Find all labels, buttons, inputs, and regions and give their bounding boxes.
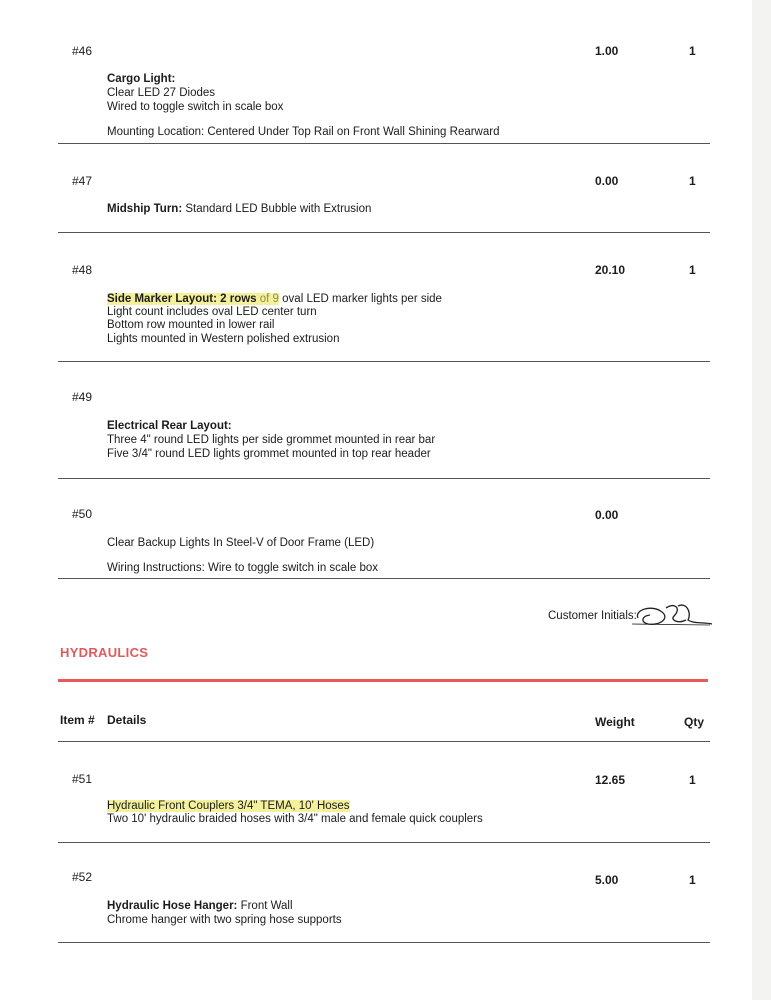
item-title-rest: oval LED marker lights per side <box>282 293 442 305</box>
item-title: Electrical Rear Layout: <box>107 420 232 432</box>
item-qty: 1 <box>689 873 696 887</box>
item-title-line <box>107 800 350 814</box>
initials-signature <box>630 598 715 632</box>
column-header-details: Details <box>107 713 147 727</box>
item-title: Hydraulic Hose Hanger: <box>107 900 238 912</box>
item-number: #52 <box>72 870 93 884</box>
item-detail-line: Chrome hanger with two spring hose supports <box>107 914 342 926</box>
item-detail-line: Clear LED 27 Diodes <box>107 87 216 99</box>
item-weight: 12.65 <box>595 773 626 787</box>
item-weight: 5.00 <box>595 873 619 887</box>
item-weight: 20.10 <box>595 263 626 277</box>
section-rule <box>58 679 708 682</box>
item-title-rows: 2 rows <box>220 293 257 305</box>
column-header-qty: Qty <box>684 715 705 729</box>
item-title-rest: Standard LED Bubble with Extrusion <box>185 203 372 215</box>
item-title-rest: Front Wall <box>240 900 293 912</box>
item-detail-line: Lights mounted in Western polished extrusion <box>107 333 340 345</box>
item-mounting-location: Mounting Location: Centered Under Top Rail on Front Wall Shining Rearward <box>107 126 500 138</box>
item-title: Hydraulic Front Couplers 3/4" TEMA, 10' Hoses <box>107 800 350 812</box>
item-title: Midship Turn: <box>107 203 183 215</box>
customer-initials-label: Customer Initials: <box>548 610 637 622</box>
item-weight: 0.00 <box>595 174 619 188</box>
item-qty: 1 <box>689 773 696 787</box>
item-detail-line: Two 10' hydraulic braided hoses with 3/4" male and female quick couplers <box>107 813 483 825</box>
item-number: #51 <box>72 772 93 786</box>
section-title: HYDRAULICS <box>60 645 149 660</box>
item-number: #48 <box>72 263 93 277</box>
divider <box>58 942 710 943</box>
item-title-line <box>107 203 371 217</box>
item-number: #46 <box>72 44 93 58</box>
divider <box>58 741 710 742</box>
scan-edge <box>752 0 771 1000</box>
item-weight: 0.00 <box>595 508 619 522</box>
item-detail-line: Five 3/4" round LED lights grommet mounted in top rear header <box>107 448 431 460</box>
item-title-count: of 9 <box>259 293 279 305</box>
item-number: #49 <box>72 390 93 404</box>
divider <box>58 232 710 233</box>
divider <box>58 478 710 479</box>
item-title: Cargo Light: <box>107 73 176 85</box>
item-detail-line: Clear Backup Lights In Steel-V of Door Frame (LED) <box>107 537 375 549</box>
item-detail-line: Bottom row mounted in lower rail <box>107 319 275 331</box>
item-detail-line: Three 4" round LED lights per side grommet mounted in rear bar <box>107 434 436 446</box>
item-number: #47 <box>72 174 93 188</box>
divider <box>58 143 710 144</box>
divider <box>58 842 710 843</box>
column-header-item: Item # <box>60 713 95 727</box>
item-title-line <box>107 293 442 307</box>
item-wiring-instructions: Wiring Instructions: Wire to toggle switch in scale box <box>107 562 378 574</box>
item-qty: 1 <box>689 263 696 277</box>
divider <box>58 361 710 362</box>
item-qty: 1 <box>689 44 696 58</box>
item-detail-line: Light count includes oval LED center turn <box>107 306 317 318</box>
item-weight: 1.00 <box>595 44 619 58</box>
column-header-weight: Weight <box>595 715 635 729</box>
divider <box>58 578 710 579</box>
item-detail-line: Wired to toggle switch in scale box <box>107 101 284 113</box>
item-number: #50 <box>72 507 93 521</box>
item-qty: 1 <box>689 174 696 188</box>
item-title: Side Marker Layout: <box>107 293 217 305</box>
item-title-line <box>107 900 293 914</box>
